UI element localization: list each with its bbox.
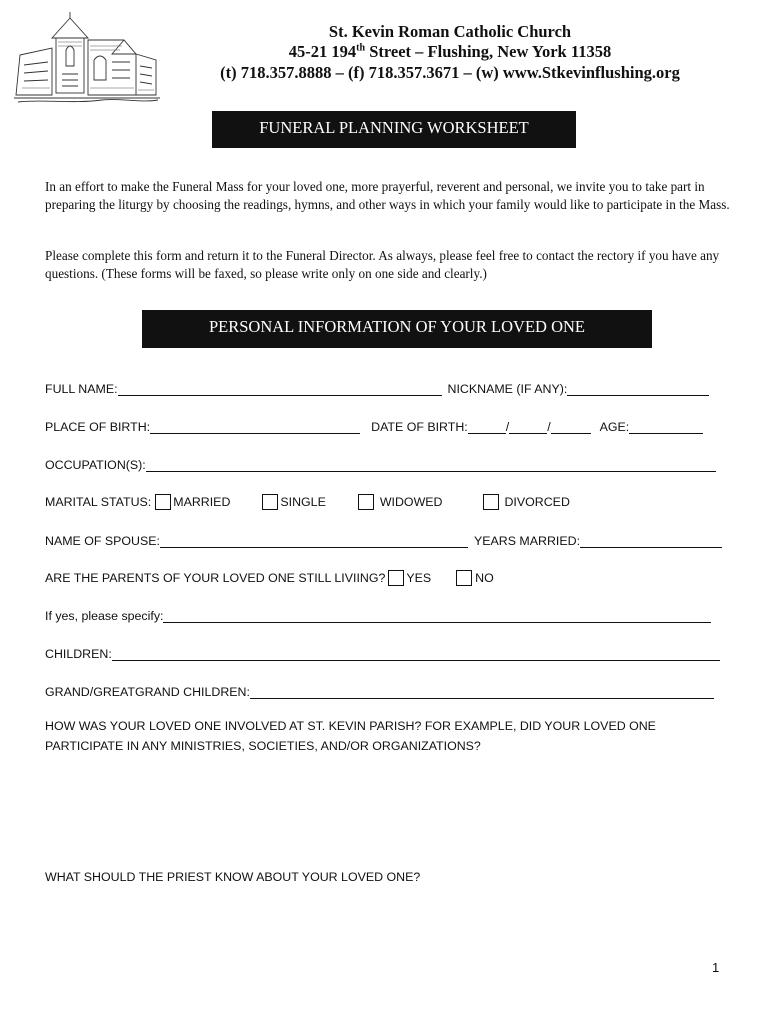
parents-option-yes[interactable] bbox=[388, 569, 431, 585]
years-married-field[interactable] bbox=[580, 533, 722, 548]
widowed-label: WIDOWED bbox=[379, 495, 443, 509]
divorced-checkbox[interactable] bbox=[483, 494, 499, 510]
single-checkbox[interactable] bbox=[262, 494, 278, 510]
row-children bbox=[45, 641, 720, 661]
dob-day-field[interactable] bbox=[509, 419, 547, 434]
dob-month-field[interactable] bbox=[468, 419, 506, 434]
involvement-question bbox=[45, 716, 656, 756]
age-label: AGE: bbox=[599, 420, 630, 434]
divorced-label: DIVORCED bbox=[504, 495, 570, 509]
marital-option-single[interactable] bbox=[262, 493, 325, 509]
date-of-birth-label: DATE OF BIRTH: bbox=[371, 420, 468, 434]
children-label: CHILDREN: bbox=[45, 647, 112, 661]
church-contact: (t) 718.357.8888 – (f) 718.357.3671 – (w) www.Stkevinflushing.org bbox=[220, 63, 680, 82]
full-name-field[interactable] bbox=[118, 381, 442, 396]
grandchildren-label: GRAND/GREATGRAND CHILDREN: bbox=[45, 685, 250, 699]
no-checkbox[interactable] bbox=[456, 570, 472, 586]
row-marital-status bbox=[45, 489, 570, 509]
row-full-name bbox=[45, 376, 709, 396]
spouse-field[interactable] bbox=[160, 533, 468, 548]
involvement-answer-area[interactable] bbox=[45, 760, 725, 860]
address-number: 45-21 194 bbox=[288, 42, 357, 61]
row-if-yes bbox=[45, 603, 711, 623]
if-yes-field[interactable] bbox=[163, 608, 711, 623]
married-label: MARRIED bbox=[173, 495, 231, 509]
dob-separator: / bbox=[547, 420, 551, 434]
grandchildren-field[interactable] bbox=[250, 684, 714, 699]
involvement-line-2: PARTICIPATE IN ANY MINISTRIES, SOCIETIES, AND/OR ORGANIZATIONS? bbox=[45, 739, 481, 753]
worksheet-title: FUNERAL PLANNING WORKSHEET bbox=[212, 111, 576, 148]
marital-status-label: MARITAL STATUS: bbox=[45, 495, 152, 509]
single-label: SINGLE bbox=[280, 495, 326, 509]
church-address bbox=[130, 42, 770, 62]
dob-year-field[interactable] bbox=[551, 419, 591, 434]
row-birth bbox=[45, 414, 703, 434]
row-occupation bbox=[45, 452, 716, 472]
priest-answer-area[interactable] bbox=[45, 892, 725, 952]
nickname-field[interactable] bbox=[567, 381, 709, 396]
nickname-label: NICKNAME (IF ANY): bbox=[447, 382, 568, 396]
marital-option-divorced[interactable] bbox=[483, 493, 569, 509]
parents-option-no[interactable] bbox=[456, 569, 494, 585]
row-parents-living bbox=[45, 565, 494, 585]
church-name: St. Kevin Roman Catholic Church bbox=[328, 22, 572, 41]
occupation-field[interactable] bbox=[146, 457, 716, 472]
intro-paragraph-2: Please complete this form and return it to the Funeral Director. As always, please feel free to contact the rectory if you have any questions. (These forms will be faxed, so please write only on one side and clearly.) bbox=[45, 248, 720, 281]
dob-separator: / bbox=[505, 420, 510, 434]
page-number: 1 bbox=[712, 960, 720, 975]
marital-option-widowed[interactable] bbox=[358, 493, 443, 509]
marital-option-married[interactable] bbox=[155, 493, 230, 509]
years-married-label: YEARS MARRIED: bbox=[473, 534, 581, 548]
address-ordinal: th bbox=[356, 42, 366, 54]
full-name-label: FULL NAME: bbox=[45, 382, 118, 396]
if-yes-label: If yes, please specify: bbox=[45, 609, 164, 623]
yes-label: YES bbox=[406, 571, 432, 585]
involvement-line-1: HOW WAS YOUR LOVED ONE INVOLVED AT ST. KEVIN PARISH? FOR EXAMPLE, DID YOUR LOVED ONE bbox=[45, 719, 656, 733]
spouse-label: NAME OF SPOUSE: bbox=[45, 534, 160, 548]
parents-living-label: ARE THE PARENTS OF YOUR LOVED ONE STILL LIVIING? bbox=[45, 571, 386, 585]
row-spouse bbox=[45, 528, 722, 548]
yes-checkbox[interactable] bbox=[388, 570, 404, 586]
occupation-label: OCCUPATION(S): bbox=[45, 458, 146, 472]
section-title: PERSONAL INFORMATION OF YOUR LOVED ONE bbox=[142, 310, 652, 348]
no-label: NO bbox=[475, 571, 494, 585]
married-checkbox[interactable] bbox=[155, 494, 171, 510]
age-field[interactable] bbox=[629, 419, 703, 434]
widowed-checkbox[interactable] bbox=[358, 494, 374, 510]
priest-question: WHAT SHOULD THE PRIEST KNOW ABOUT YOUR LOVED ONE? bbox=[45, 870, 421, 884]
intro-paragraph-1: In an effort to make the Funeral Mass for your loved one, more prayerful, reverent and personal, we invite you to take part in preparing the liturgy by choosing the readings, hymns, and other ways in which your family would like to participate in the Mass. bbox=[45, 179, 730, 212]
address-street: Street – Flushing, New York 11358 bbox=[365, 42, 612, 61]
place-of-birth-label: PLACE OF BIRTH: bbox=[45, 420, 151, 434]
row-grandchildren bbox=[45, 679, 714, 699]
children-field[interactable] bbox=[112, 646, 720, 661]
place-of-birth-field[interactable] bbox=[150, 419, 360, 434]
